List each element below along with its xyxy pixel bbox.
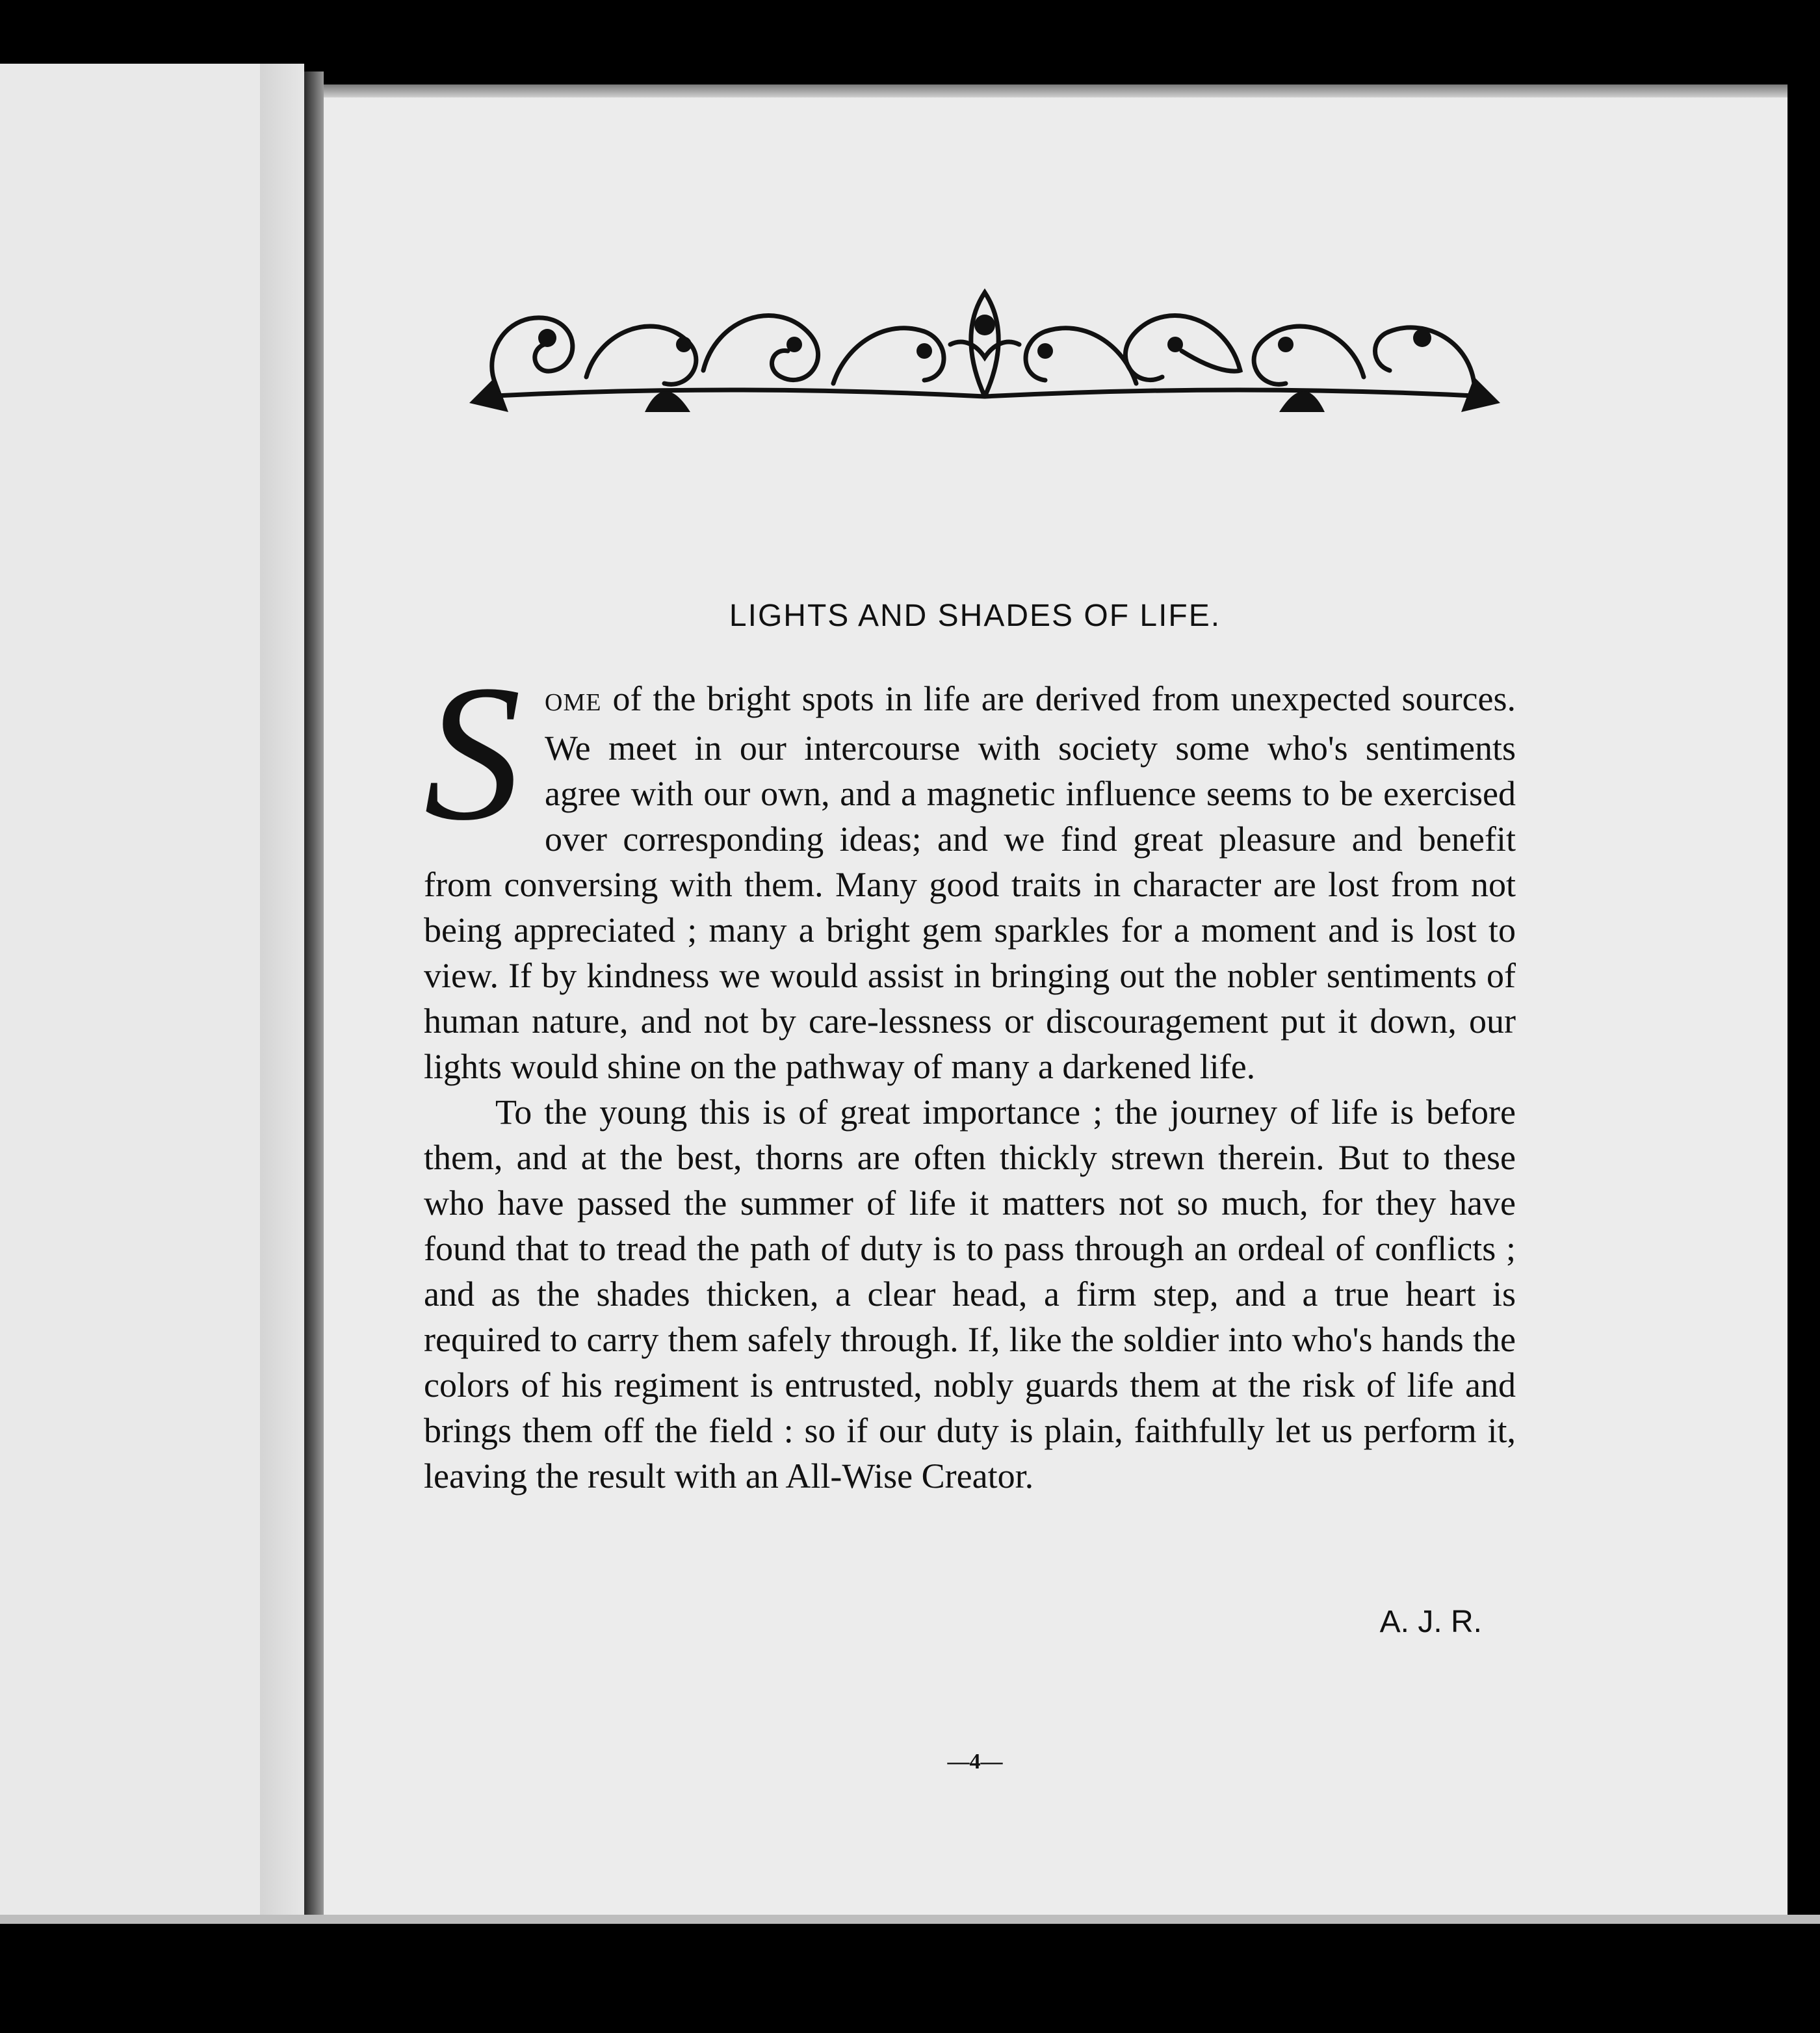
book-spine	[304, 71, 324, 1917]
first-word-smallcaps: OME	[545, 689, 602, 716]
paragraph-2: To the young this is of great importance ; the journey of life is before them, and at the best, thorns are often thickly strewn therein. But to these who have passed the summer of life it matters not so much, for they have found that to tread the path of duty is to pass through an ordeal of conflicts ; and as the shades thicken, a clear head, a firm step, and a true heart is required to carry them safely through. If, like the soldier into who's hands the colors of his regiment is entrusted, nobly guards them at the risk of life and brings them off the field : so if our duty is plain, faithfully let us perform it, leaving the result with an All-Wise Creator.	[424, 1093, 1516, 1496]
page-title: LIGHTS AND SHADES OF LIFE.	[729, 599, 1221, 633]
left-page	[0, 64, 304, 1923]
page-top-edge	[324, 84, 1788, 99]
paragraph-1-text: of the bright spots in life are derived from unexpected sources. We meet in our intercourse with society some who's sentiments agree with our own, and a magnetic influence seems to be exercised over corresponding ideas; and we find great pleasure and benefit from conversing with them. Many good traits in character are lost from not being appreciated ; many a bright gem sparkles for a moment and is lost to view. If by kindness we would assist in bringing out the nobler sentiments of human nature, and not by care-lessness or discouragement put it down, our lights would shine on the pathway of many a darkened life.	[424, 679, 1516, 1086]
page-bottom-edge	[0, 1915, 1820, 1924]
author-signature: A. J. R.	[1379, 1605, 1482, 1639]
left-page-edge	[260, 64, 304, 1923]
floral-ornament-icon	[469, 273, 1500, 412]
page-number: —4—	[947, 1750, 1003, 1774]
article-body	[424, 645, 1516, 1499]
paragraph-1	[424, 645, 1516, 1089]
drop-cap: S	[424, 645, 521, 861]
